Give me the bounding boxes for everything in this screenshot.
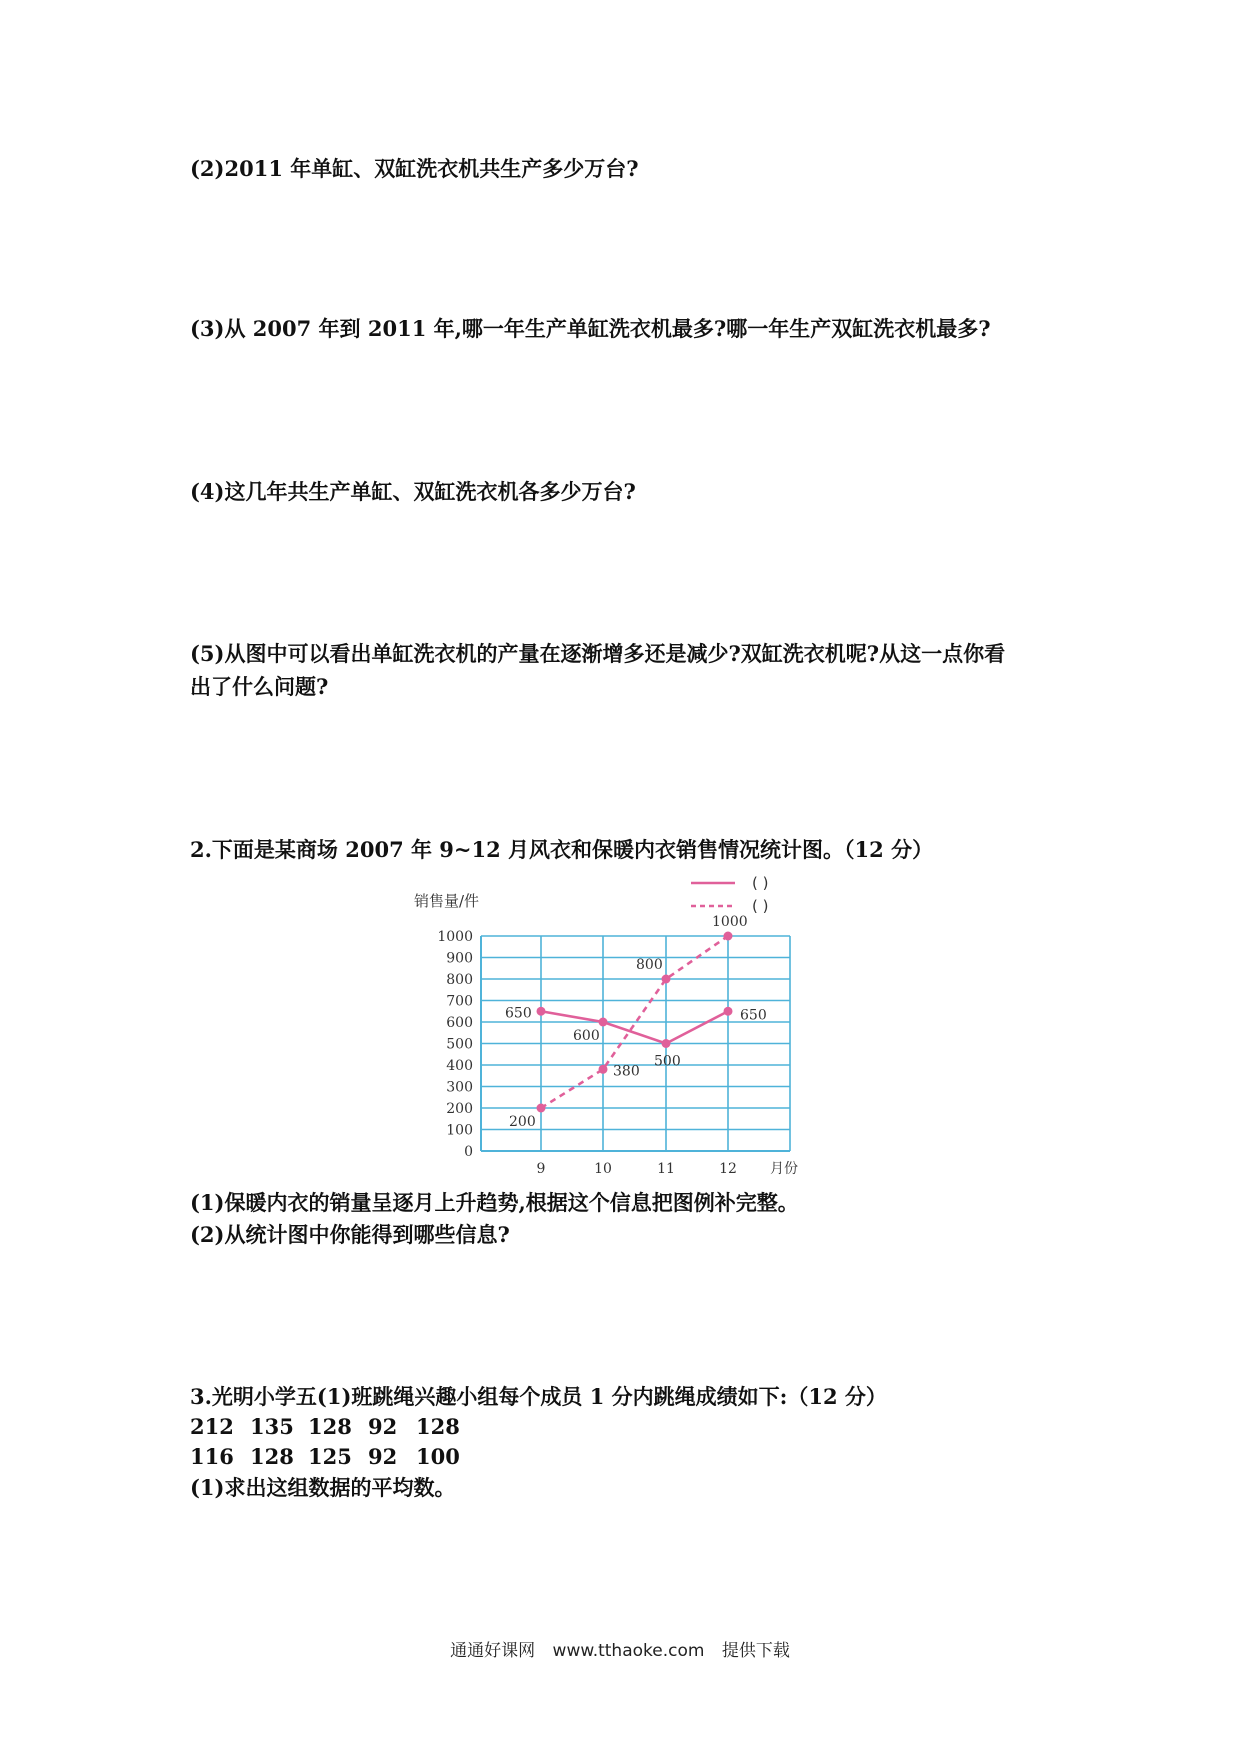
data-label: 500: [654, 1053, 681, 1070]
footer: [0, 1636, 1240, 1661]
data-label: 600: [573, 1028, 600, 1044]
score-cell: 92: [368, 1414, 398, 1439]
question-2-1: (1)保暖内衣的销量呈逐月上升趋势,根据这个信息把图例补完整。: [190, 1190, 799, 1215]
y-tick-label: 100: [446, 1122, 473, 1139]
y-tick-label: 500: [446, 1036, 473, 1053]
question-1-5-line1: (5)从图中可以看出单缸洗衣机的产量在逐渐增多还是减少?双缸洗衣机呢?从这一点你看: [190, 641, 1006, 666]
data-label: 200: [509, 1114, 536, 1130]
score-cell: 128: [416, 1414, 460, 1439]
x-tick-label: 11: [657, 1161, 675, 1177]
y-tick-label: 200: [446, 1101, 473, 1117]
data-point: [662, 975, 671, 984]
question-1-5-line2: 出了什么问题?: [190, 674, 329, 699]
score-cell: 212: [190, 1414, 234, 1439]
data-point: [724, 932, 733, 941]
score-cell: 128: [250, 1444, 294, 1469]
data-point: [599, 1018, 608, 1027]
data-label: 1000: [712, 914, 748, 930]
y-tick-label: 300: [446, 1079, 473, 1096]
question-1-2: (2)2011 年单缸、双缸洗衣机共生产多少万台?: [190, 156, 639, 181]
data-label: 650: [740, 1007, 767, 1024]
score-cell: 100: [416, 1444, 460, 1469]
score-cell: 135: [250, 1414, 294, 1439]
x-tick-label: 12: [719, 1161, 737, 1177]
chart-labels: [414, 892, 798, 1177]
score-cell: 125: [308, 1444, 352, 1469]
x-axis-label: 月份: [770, 1161, 798, 1177]
y-tick-label: 600: [446, 1015, 473, 1031]
x-tick-label: 10: [594, 1161, 612, 1177]
question-2-title: 2.下面是某商场 2007 年 9~12 月风衣和保暖内衣销售情况统计图。（12 分）: [190, 837, 934, 862]
question-3-1: (1)求出这组数据的平均数。: [190, 1475, 456, 1500]
footer-site-name: 通通好课网: [450, 1641, 536, 1661]
y-tick-label: 900: [446, 950, 473, 967]
y-tick-label: 700: [446, 993, 473, 1010]
question-1-3: (3)从 2007 年到 2011 年,哪一年生产单缸洗衣机最多?哪一年生产双缸洗衣机最多?: [190, 316, 991, 341]
data-label: 380: [613, 1063, 640, 1080]
question-1-4: (4)这几年共生产单缸、双缸洗衣机各多少万台?: [190, 479, 636, 504]
legend-label: ( ): [752, 874, 769, 892]
footer-url[interactable]: www.tthaoke.com: [552, 1641, 705, 1661]
question-3-title: 3.光明小学五(1)班跳绳兴趣小组每个成员 1 分内跳绳成绩如下:（12 分）: [190, 1384, 887, 1409]
data-label: 650: [505, 1005, 532, 1022]
x-tick-label: 9: [536, 1161, 546, 1177]
footer-suffix: 提供下载: [721, 1641, 790, 1661]
y-tick-label: 800: [446, 972, 473, 988]
score-cell: 92: [368, 1444, 398, 1469]
data-point: [537, 1007, 546, 1016]
legend-label: ( ): [752, 897, 769, 915]
score-cell: 128: [308, 1414, 352, 1439]
chart-legend: [691, 874, 768, 915]
y-tick-label: 1000: [437, 929, 473, 945]
y-axis-label: 销售量/件: [414, 892, 480, 910]
data-label: 800: [636, 957, 663, 973]
series-line-1: [541, 1011, 728, 1043]
data-point: [599, 1065, 608, 1074]
score-cell: 116: [190, 1444, 234, 1469]
y-tick-label: 400: [446, 1058, 473, 1074]
data-point: [662, 1039, 671, 1048]
question-2-2: (2)从统计图中你能得到哪些信息?: [190, 1222, 510, 1247]
data-point: [724, 1007, 733, 1016]
data-point: [537, 1104, 546, 1113]
y-tick-label: 0: [464, 1144, 473, 1160]
